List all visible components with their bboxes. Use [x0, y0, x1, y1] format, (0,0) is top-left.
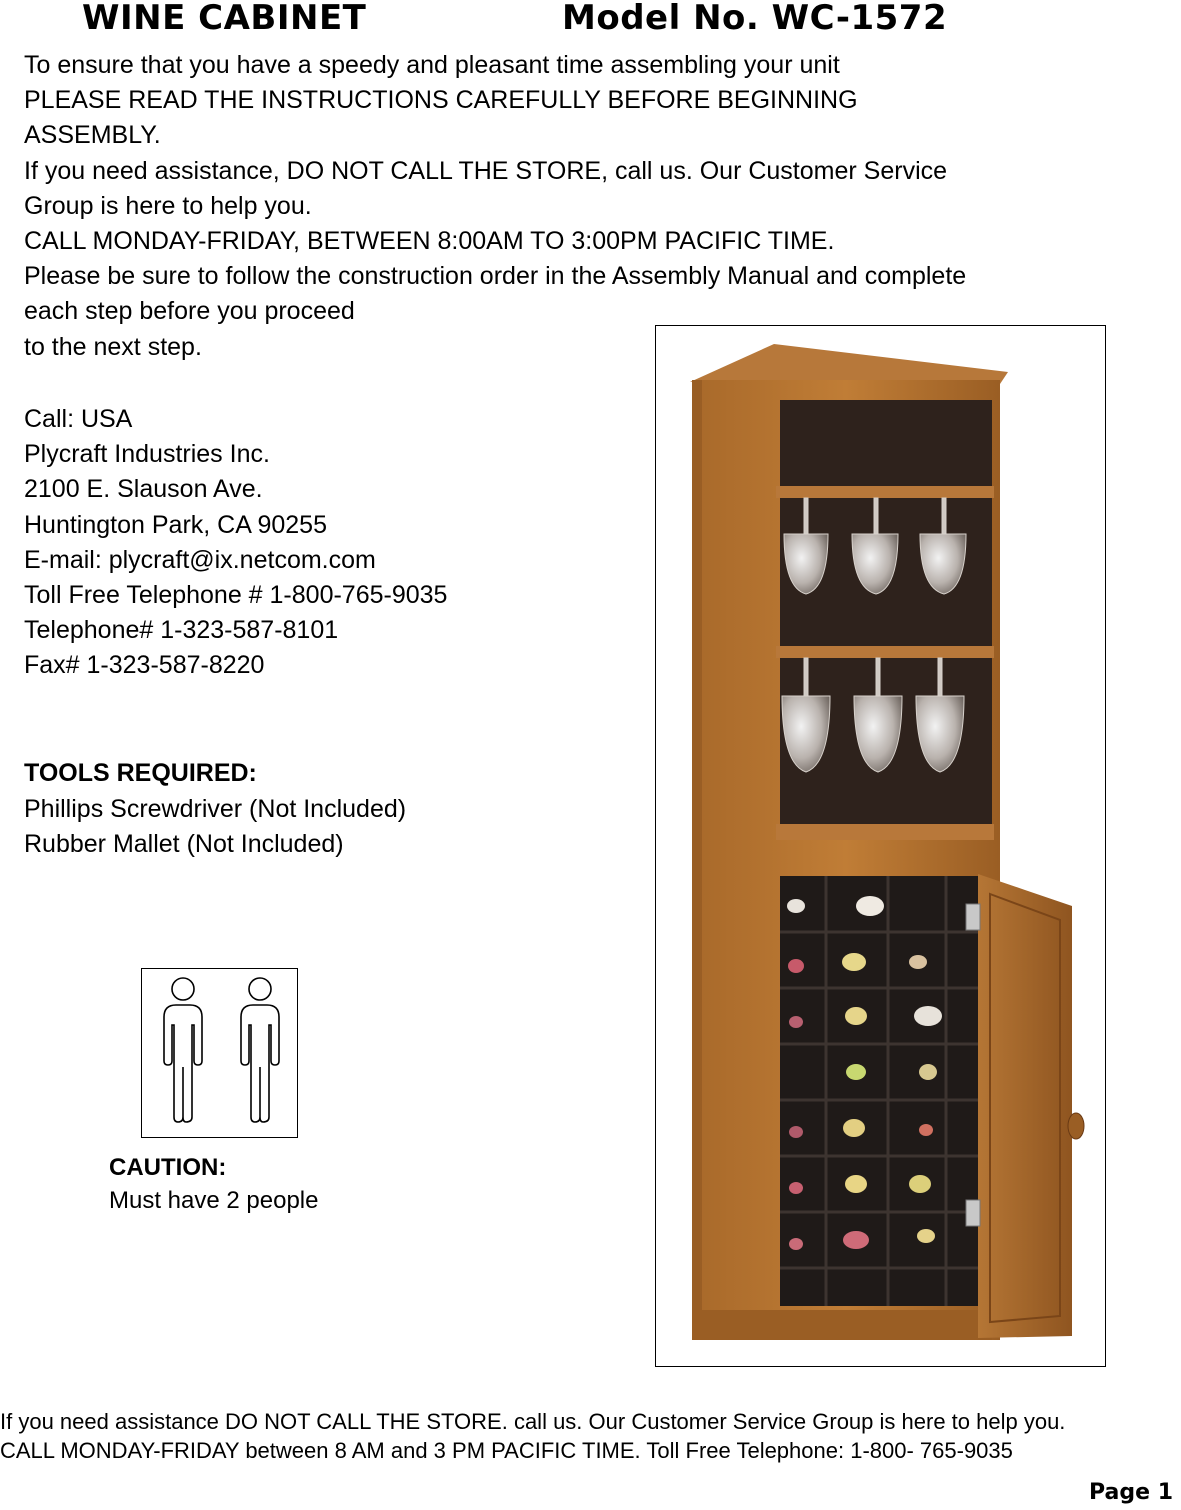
caution-note: [109, 1151, 318, 1217]
contact-toll-free: Toll Free Telephone # 1-800-765-9035: [24, 581, 448, 610]
cabinet-top: [690, 344, 1008, 384]
glass-rack-shelf: [776, 486, 994, 498]
intro-line: ASSEMBLY.: [24, 121, 161, 150]
wine-cabinet-illustration: [656, 326, 1105, 1366]
contact-street: 2100 E. Slauson Ave.: [24, 475, 263, 504]
intro-instructions: [24, 48, 1164, 365]
middle-shelf: [776, 824, 994, 840]
contact-fax: Fax# 1-323-587-8220: [24, 651, 265, 680]
glass-rack-shelf: [776, 646, 994, 658]
tool-item: Phillips Screwdriver (Not Included): [24, 794, 407, 823]
intro-line: each step before you proceed: [24, 297, 355, 326]
caution-heading: CAUTION:: [109, 1154, 227, 1181]
two-people-icon: [141, 968, 298, 1138]
intro-line: PLEASE READ THE INSTRUCTIONS CAREFULLY BEFORE BEGINNING: [24, 86, 858, 115]
intro-line: To ensure that you have a speedy and pleasant time assembling your unit: [24, 51, 840, 79]
hinge: [966, 904, 980, 930]
contact-email: E-mail: plycraft@ix.netcom.com: [24, 545, 376, 574]
footer-line: CALL MONDAY-FRIDAY between 8 AM and 3 PM PACIFIC TIME. Toll Free Telephone: 1-800- 765-9035: [0, 1438, 1013, 1463]
document-header: [0, 0, 1181, 40]
intro-line: CALL MONDAY-FRIDAY, BETWEEN 8:00AM TO 3:00PM PACIFIC TIME.: [24, 227, 835, 256]
page-number: Page 1: [1088, 1480, 1173, 1505]
footer-line: If you need assistance DO NOT CALL THE STORE. call us. Our Customer Service Group is here to help you.: [0, 1409, 1066, 1434]
tool-item: Rubber Mallet (Not Included): [24, 830, 344, 858]
door-knob: [1068, 1113, 1084, 1139]
model-number: Model No. WC-1572: [562, 0, 948, 38]
wine-rack: [780, 876, 980, 1306]
tools-required: [24, 756, 406, 863]
contact-info: [24, 402, 447, 684]
cabinet-photo: [655, 325, 1106, 1367]
intro-line: If you need assistance, DO NOT CALL THE STORE, call us. Our Customer Service: [24, 156, 948, 185]
intro-line: Group is here to help you.: [24, 191, 312, 220]
caution-text: Must have 2 people: [109, 1187, 319, 1214]
tools-heading: TOOLS REQUIRED:: [24, 759, 257, 787]
intro-line: Please be sure to follow the construction order in the Assembly Manual and complete: [24, 262, 967, 291]
contact-city: Huntington Park, CA 90255: [24, 510, 327, 539]
hinge: [966, 1200, 980, 1226]
cabinet-door: [978, 874, 1072, 1338]
intro-line: to the next step.: [24, 332, 202, 361]
document-title: WINE CABINET: [82, 0, 367, 38]
contact-telephone: Telephone# 1-323-587-8101: [24, 616, 339, 645]
footer-notice: [0, 1407, 1181, 1465]
two-people-icon-graphic: [142, 969, 297, 1137]
contact-call: Call: USA: [24, 405, 133, 433]
contact-company: Plycraft Industries Inc.: [24, 440, 270, 469]
